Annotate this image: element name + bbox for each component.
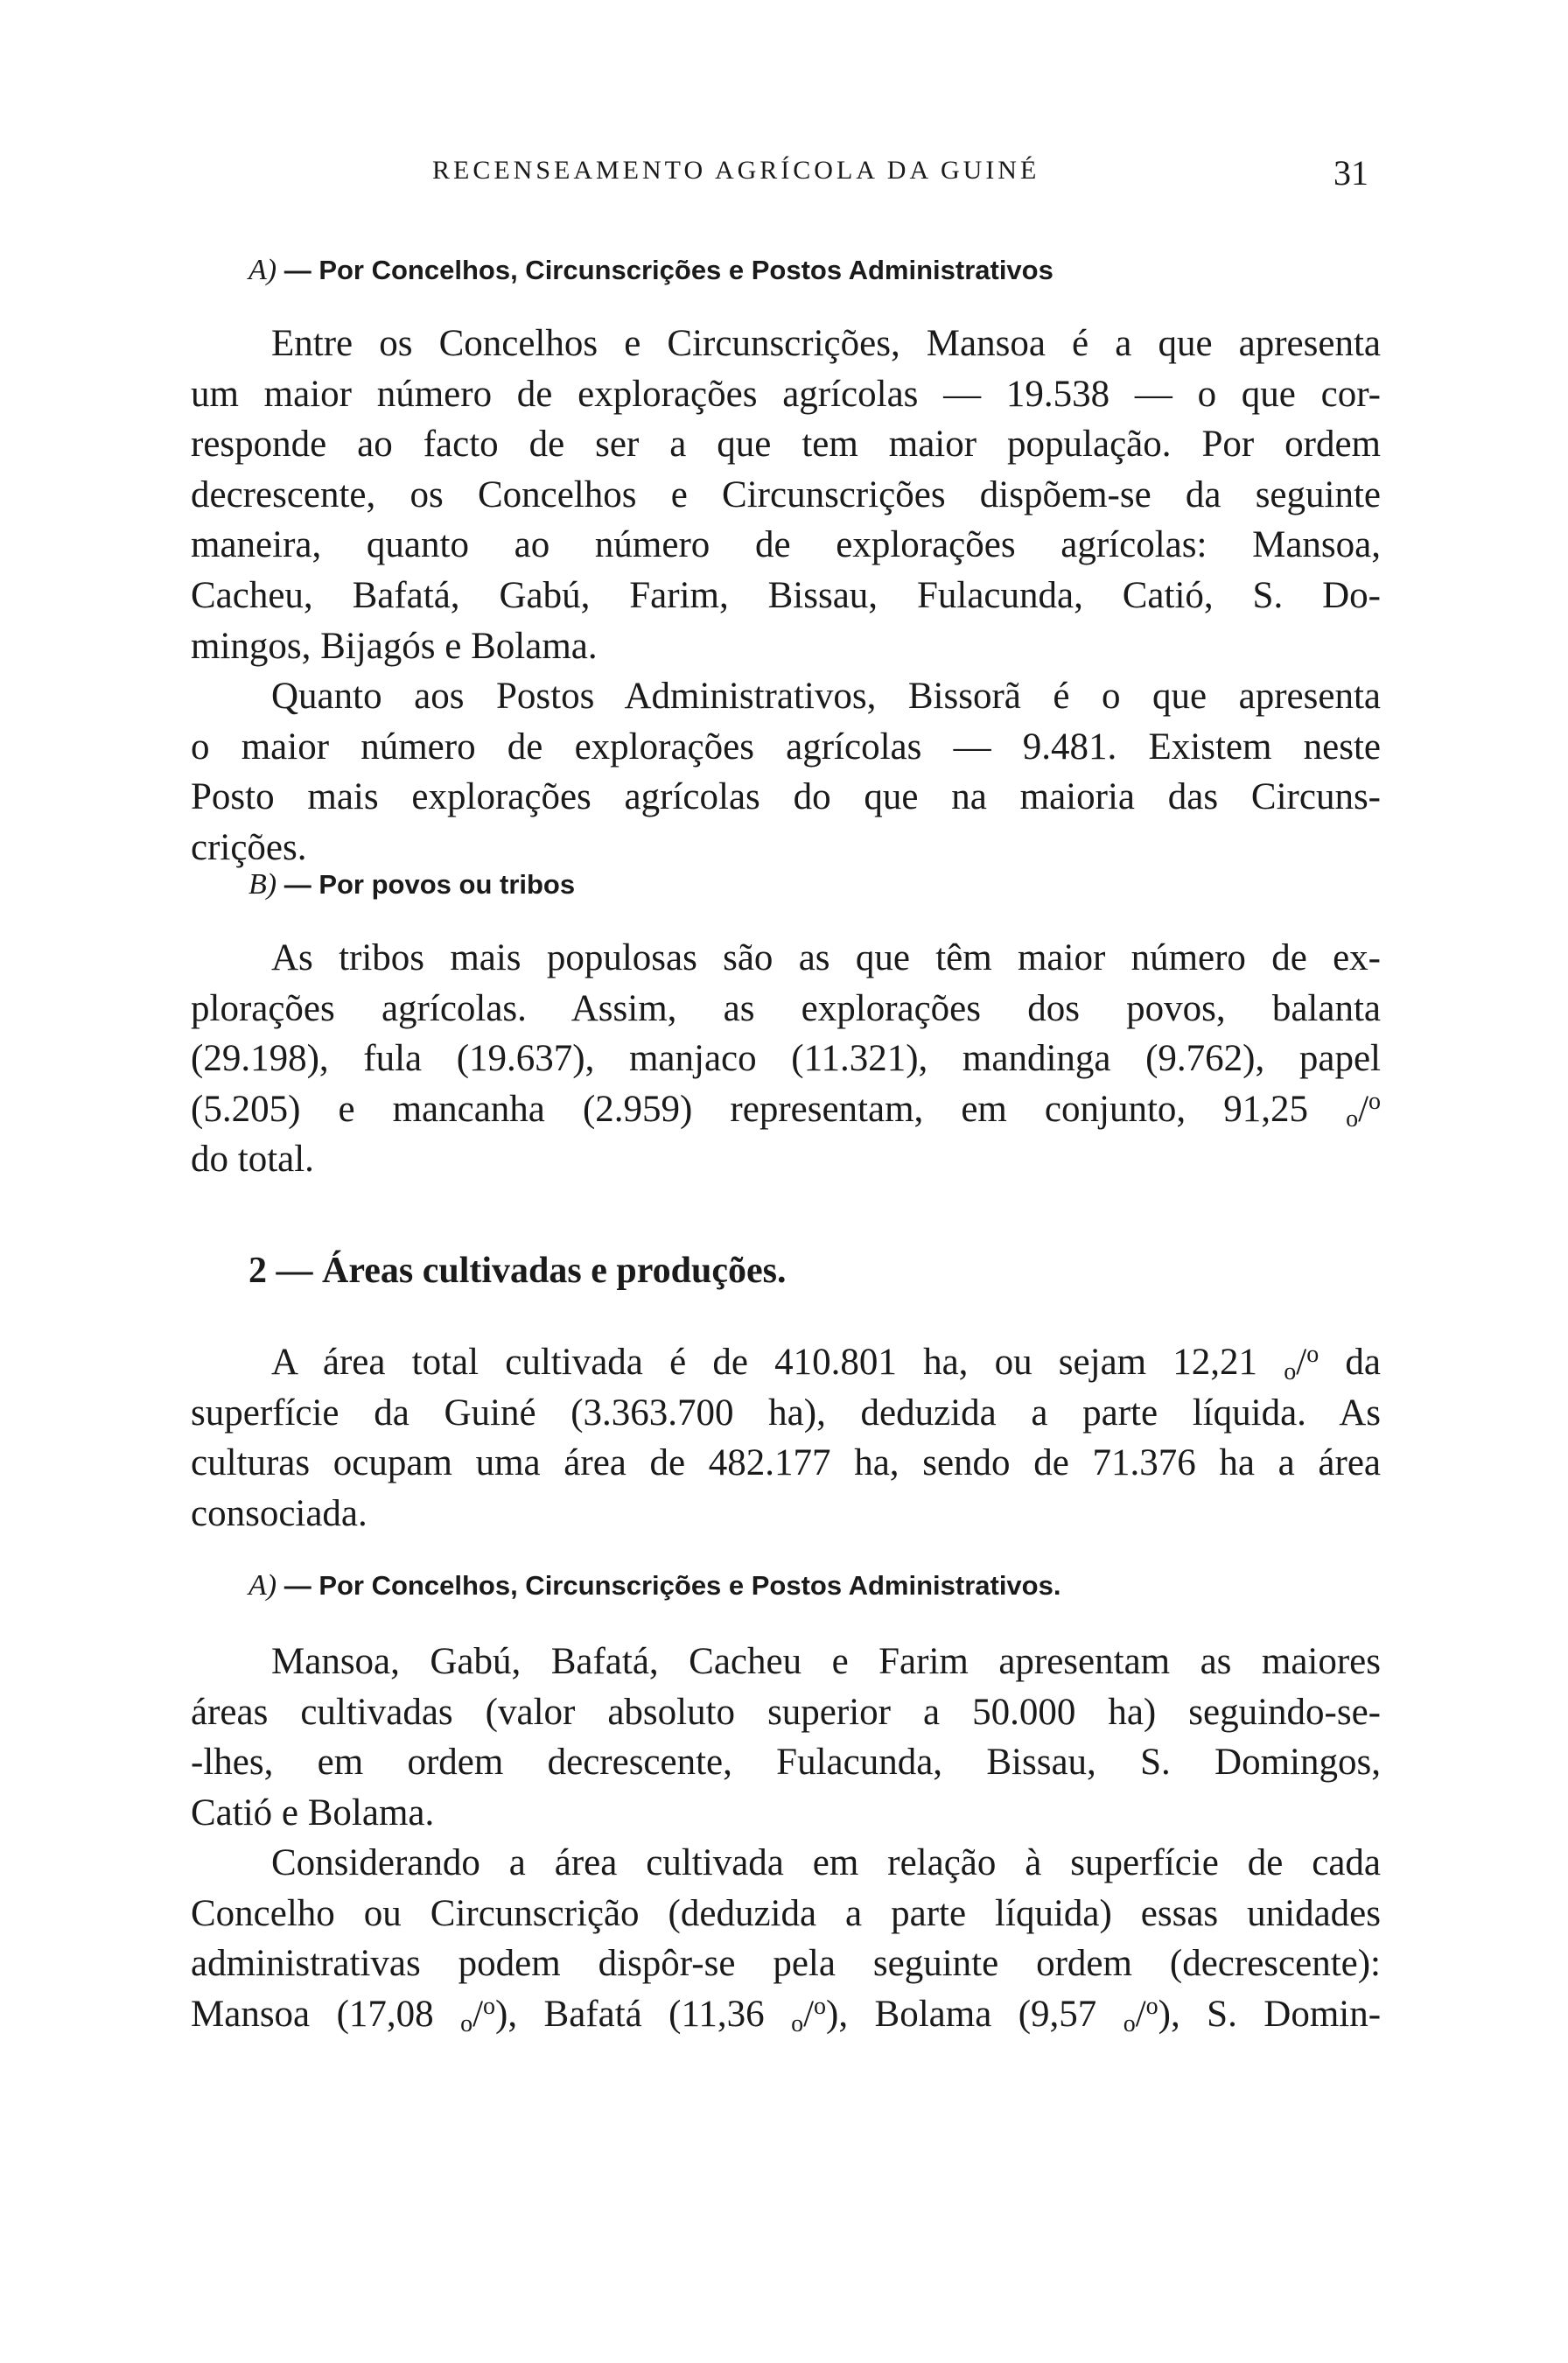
text-line: um maior número de explorações agrícolas — 19.538 — o que cor- [191, 373, 1381, 415]
text-line: Quanto aos Postos Administrativos, Bissorã é o que apresenta [271, 676, 1381, 717]
text-fragment: da [1345, 1342, 1382, 1383]
text-line: consociada. [191, 1492, 368, 1534]
text-line: administrativas podem dispôr-se pela seguinte ordem (decrescente): [191, 1943, 1381, 1985]
text-line: A área total cultivada é de 410.801 ha, ou sejam 12,21 $_o$/$^o$ da [271, 1341, 1382, 1385]
text-line: (29.198), fula (19.637), manjaco (11.321), mandinga (9.762), papel [191, 1038, 1381, 1080]
subheading-label: B) [248, 868, 277, 901]
text-line: áreas cultivadas (valor absoluto superior a 50.000 ha) seguindo-se- [191, 1691, 1381, 1733]
subheading-text: — Por Concelhos, Circunscrições e Postos Administrativos. [276, 1570, 1061, 1601]
text-line: mingos, Bijagós e Bolama. [191, 625, 598, 667]
text-line: Mansoa (17,08 $_o$/$^o$), Bafatá (11,36 $_o$/$^o$), Bolama (9,57 $_o$/$^o$), S. Domin- [191, 1992, 1382, 2037]
text-line: Mansoa, Gabú, Bafatá, Cacheu e Farim apresentam as maiores [271, 1641, 1381, 1682]
paragraph-1 [191, 319, 1381, 671]
section-heading: 2 — Áreas cultivadas e produções. [248, 1251, 787, 1291]
text-line: culturas ocupam uma área de 482.177 ha, sendo de 71.376 ha a área [191, 1442, 1381, 1484]
text-line: superfície da Guiné (3.363.700 ha), deduzida a parte líquida. As [191, 1392, 1381, 1434]
text-line: plorações agrícolas. Assim, as explorações dos povos, balanta [191, 987, 1381, 1029]
subheading-2a [248, 1569, 1060, 1602]
running-head [0, 153, 1568, 200]
text-line: -lhes, em ordem decrescente, Fulacunda, Bissau, S. Domingos, [191, 1742, 1381, 1784]
paragraph-4 [191, 1337, 1381, 1539]
text-fragment: A área total cultivada é de 410.801 ha, ou sejam 12,21 [271, 1342, 1258, 1383]
paragraph-2 [191, 671, 1381, 873]
text-line: decrescente, os Concelhos e Circunscrições dispõem-se da seguinte [191, 473, 1381, 515]
subheading-label: A) [248, 254, 277, 286]
text-line: Entre os Concelhos e Circunscrições, Mansoa é a que apresenta [271, 323, 1381, 364]
text-line: maneira, quanto ao número de explorações agrícolas: Mansoa, [191, 524, 1381, 566]
subheading-1b [248, 868, 575, 901]
text-line: responde ao facto de ser a que tem maior população. Por ordem [191, 424, 1381, 466]
text-line: As tribos mais populosas são as que têm maior número de ex- [271, 937, 1381, 978]
paragraph-3 [191, 933, 1381, 1185]
text-line: o maior número de explorações agrícolas — 9.481. Existem neste [191, 726, 1381, 768]
subheading-label: A) [248, 1569, 277, 1602]
subheading-text: — Por povos ou tribos [276, 869, 576, 900]
subheading-text: — Por Concelhos, Circunscrições e Postos Administrativos [276, 255, 1054, 285]
text-line: Posto mais explorações agrícolas do que na maioria das Circuns- [191, 776, 1381, 818]
text-line: Cacheu, Bafatá, Gabú, Farim, Bissau, Fulacunda, Catió, S. Do- [191, 574, 1381, 616]
subheading-1a [248, 254, 1054, 287]
text-line: crições. [191, 826, 307, 868]
page-number: 31 [1334, 153, 1368, 193]
text-line: do total. [191, 1139, 314, 1181]
running-title: RECENSEAMENTO AGRÍCOLA DA GUINÉ [432, 156, 1040, 185]
text-line: Catió e Bolama. [191, 1792, 435, 1834]
text-fragment: (5.205) e mancanha (2.959) representam, em conjunto, 91,25 [191, 1088, 1308, 1130]
paragraph-6 [191, 1838, 1381, 2039]
text-line: Concelho ou Circunscrição (deduzida a parte líquida) essas unidades [191, 1892, 1381, 1934]
text-line: Considerando a área cultivada em relação à superfície de cada [271, 1842, 1381, 1883]
text-line: (5.205) e mancanha (2.959) representam, em conjunto, 91,25 $_o$/$^o$ [191, 1087, 1382, 1132]
paragraph-5 [191, 1637, 1381, 1838]
